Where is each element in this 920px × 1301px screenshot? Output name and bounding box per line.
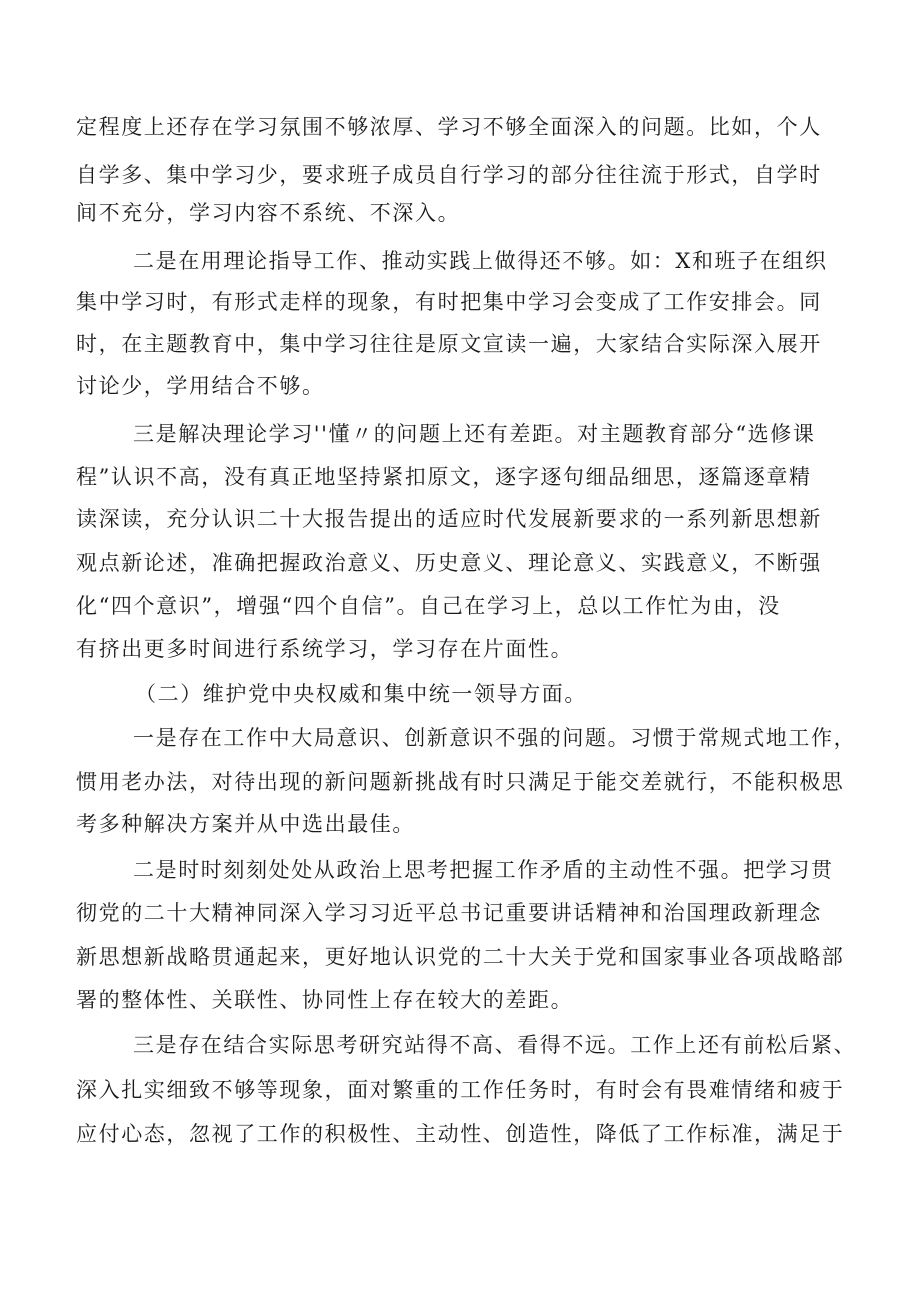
- text-line: 集中学习时，有形式走样的现象，有时把集中学习会变成了工作安排会。同: [76, 290, 822, 314]
- text-line: 自学多、集中学习少，要求班子成员自行学习的部分往往流于形式，自学时: [76, 163, 822, 187]
- text-line: 讨论少，学用结合不够。: [76, 374, 325, 398]
- text-line: 署的整体性、关联性、协同性上存在较大的差距。: [76, 988, 574, 1012]
- text-line: 新思想新战略贯通起来，更好地认识党的二十大关于党和国家事业各项战略部: [76, 945, 845, 969]
- text-line: 有挤出更多时间进行系统学习，学习存在片面性。: [76, 637, 574, 661]
- section-heading: （二）维护党中央权威和集中统一领导方面。: [135, 682, 587, 706]
- text-line: 观点新论述，准确把握政治意义、历史意义、理论意义、实践意义，不断强: [76, 551, 822, 575]
- text-line: 读深读，充分认识二十大报告提出的适应时代发展新要求的一系列新思想新: [76, 507, 822, 531]
- text-line: 彻党的二十大精神同深入学习习近平总书记重要讲话精神和治国理政新理念: [76, 901, 822, 925]
- text-line: 二是在用理论指导工作、推动实践上做得还不够。如：X和班子在组织: [133, 249, 828, 273]
- text-line: 间不充分，学习内容不系统、不深入。: [76, 201, 461, 225]
- text-line: 二是时时刻刻处处从政治上思考把握工作矛盾的主动性不强。把学习贯: [133, 858, 834, 882]
- text-line: 定程度上还存在学习氛围不够浓厚、学习不够全面深入的问题。比如，个人: [76, 115, 822, 139]
- text-line: 程”认识不高，没有真正地坚持紧扣原文，逐字逐句细品细思，逐篇逐章精: [76, 465, 812, 489]
- text-line: 惯用老办法，对待出现的新问题新挑战有时只满足于能交差就行，不能积极思: [76, 770, 845, 794]
- text-line: 考多种解决方案并从中选出最佳。: [76, 812, 415, 836]
- text-line: 化“四个意识”，增强“四个自信”。自己在学习上，总以工作忙为由，没: [76, 594, 781, 618]
- text-line: 三是解决理论学习''懂〃的问题上还有差距。对主题教育部分“选修课: [133, 422, 816, 446]
- text-line: 一是存在工作中大局意识、创新意识不强的问题。习惯于常规式地工作，: [133, 726, 857, 750]
- text-line: 应付心态，忽视了工作的积极性、主动性、创造性，降低了工作标准，满足于: [76, 1122, 845, 1146]
- text-line: 三是存在结合实际思考研究站得不高、看得不远。工作上还有前松后紧、: [133, 1033, 857, 1057]
- text-line: 时，在主题教育中，集中学习往往是原文宣读一遍，大家结合实际深入展开: [76, 332, 822, 356]
- text-line: 深入扎实细致不够等现象，面对繁重的工作任务时，有时会有畏难情绪和疲于: [76, 1078, 845, 1102]
